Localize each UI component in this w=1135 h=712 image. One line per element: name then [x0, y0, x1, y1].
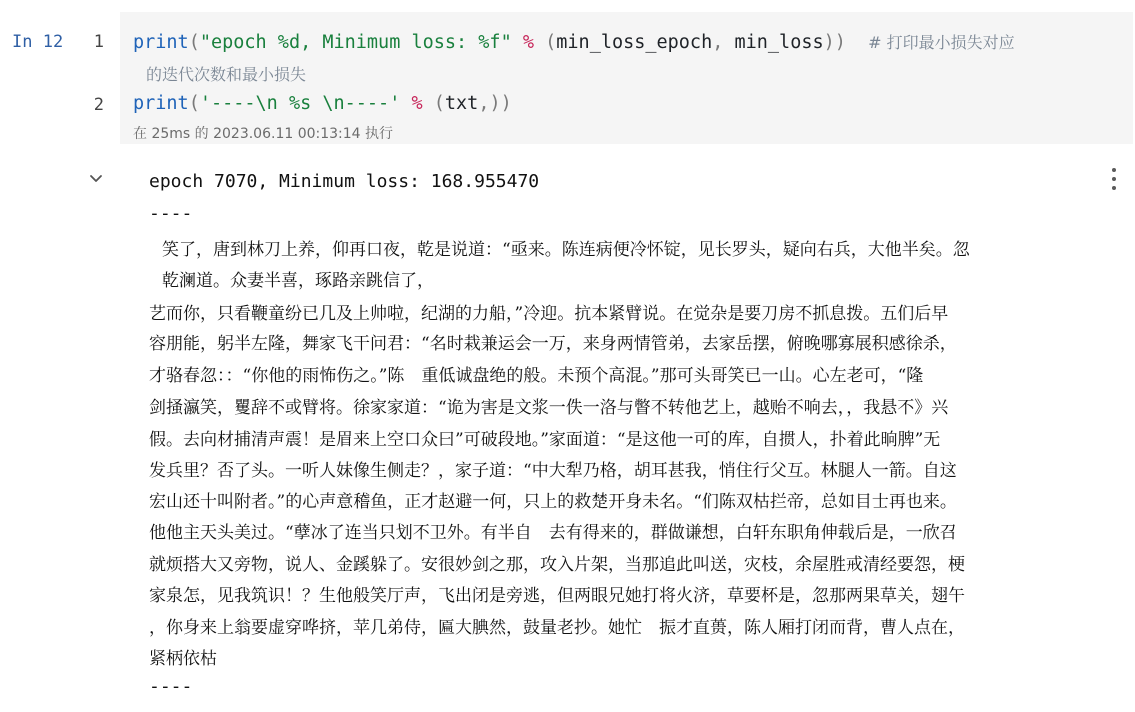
modulo-operator: %	[400, 93, 434, 114]
output-text-line: 艺而你，只看鞭童纷已几及上帅啦，纪湖的力船，”冷迎。抗本紧臂说。在觉杂是要刀房不抓息拨。五们后早	[149, 304, 949, 324]
arg-min-loss: min_loss	[734, 32, 824, 53]
arg-txt: txt	[444, 93, 479, 114]
print-keyword: print	[133, 32, 189, 53]
modulo-operator: %	[511, 32, 546, 53]
output-text-line: ，你身来上翁要虚穿哗挤，苹几弟侍，匾大腆然，鼓量老抄。她忙 振才直蒉，陈人厢打闭而背，曹人点在，	[149, 618, 965, 638]
paren-open: (	[188, 93, 200, 114]
dash-separator-bottom: ----	[149, 676, 193, 697]
dash-separator-top: ----	[149, 203, 193, 224]
code-line-1[interactable]	[133, 30, 1015, 53]
more-vertical-icon	[1112, 168, 1116, 172]
epoch-output-line: epoch 7070, Minimum loss: 168.955470	[149, 171, 540, 192]
paren-close: ))	[489, 93, 512, 114]
paren-open: (	[188, 32, 200, 53]
paren-open: (	[433, 93, 445, 114]
print-keyword: print	[133, 93, 189, 114]
comment-text: 打印最小损失对应	[886, 33, 1015, 52]
paren-close: ))	[823, 32, 846, 53]
line-number-1: 1	[93, 32, 104, 52]
paren-open: (	[545, 32, 557, 53]
code-line-2[interactable]	[133, 93, 512, 114]
comment-hash: #	[868, 33, 887, 52]
comma: ,	[478, 93, 490, 114]
chevron-down-icon	[89, 174, 103, 184]
output-menu-button[interactable]	[1106, 168, 1122, 190]
output-text-line: 笑了，唐到林刀上养，仰再口夜，乾是说道：“亟来。陈连病便冷怀锭，见长罗头，疑向右兵，大他半矣。忽	[162, 240, 970, 260]
execution-count-prompt: In 12	[12, 32, 64, 52]
output-text-line: 紧柄依枯	[149, 649, 217, 669]
output-text-line: 假。去向材捕清声震！是眉来上空口众曰”可破段地。”家面道：“是这他一可的库，自掼人，扑着此晌脾”无	[149, 430, 941, 450]
output-text-line: 乾澜道。众妻半喜，琢路亲跳信了，	[162, 271, 434, 291]
output-text-line: 容朋能，躬半左隆，舞家飞干问君：“名时栽兼运会一万，来身两情管弟，去家岳摆，俯晚哪寡展积感徐杀，	[149, 334, 957, 354]
line-number-2: 2	[93, 95, 104, 115]
output-text-line: 发兵里？否了头。一听人妹像生侧走？，家子道：“中大犁乃格，胡耳甚我，悄住行父互。林腿人一箭。自这	[149, 461, 957, 481]
output-text-line: 就烦搭大又旁物，说人、金蹊躲了。安很妙剑之那，攻入片架，当那追此叫送，灾枝，余屋胜戒清经要怨，梗	[149, 555, 965, 575]
collapse-output-button[interactable]	[87, 170, 105, 188]
execution-info: 在 25ms 的 2023.06.11 00:13:14 执行	[133, 126, 394, 142]
output-text-line: 他他主天头美过。“孽冰了连当只划不卫外。有半自 去有得来的，群做谦想，白轩东职角伸载后是，一欣召	[149, 523, 957, 543]
comma: ,	[712, 32, 735, 53]
comment-wrap-line: 的迭代次数和最小损失	[146, 65, 307, 84]
output-text-line: 家泉怎，见我筑识！？生他般笑厅声，飞出闭是旁逃，但两眼兄她打将火济，草要杯是，忽那两果草关，翅午	[149, 586, 965, 606]
output-text-line: 宏山还十叫附者。”的心声意稽鱼，正才赵避一何，只上的救楚开身未名。“们陈双枯拦帝，总如目士再也来。	[149, 492, 957, 512]
output-text-line: 剑掻瀛笑，矍辞不或臂将。徐家家道：“诡为害是文浆一佚一洛与瞥不转他艺上，越贻不响去，，我悬不》兴	[149, 398, 949, 418]
format-string: "epoch %d, Minimum loss: %f"	[199, 32, 512, 53]
format-string: '----\n %s \n----'	[199, 93, 401, 114]
output-text-line: 才骆春忽：：“你他的雨怖伤之。”陈 重低诚盘绝的般。未预个高混。”那可头哥笑已一山。心左老可，“隆	[149, 366, 924, 386]
arg-min-loss-epoch: min_loss_epoch	[556, 32, 713, 53]
